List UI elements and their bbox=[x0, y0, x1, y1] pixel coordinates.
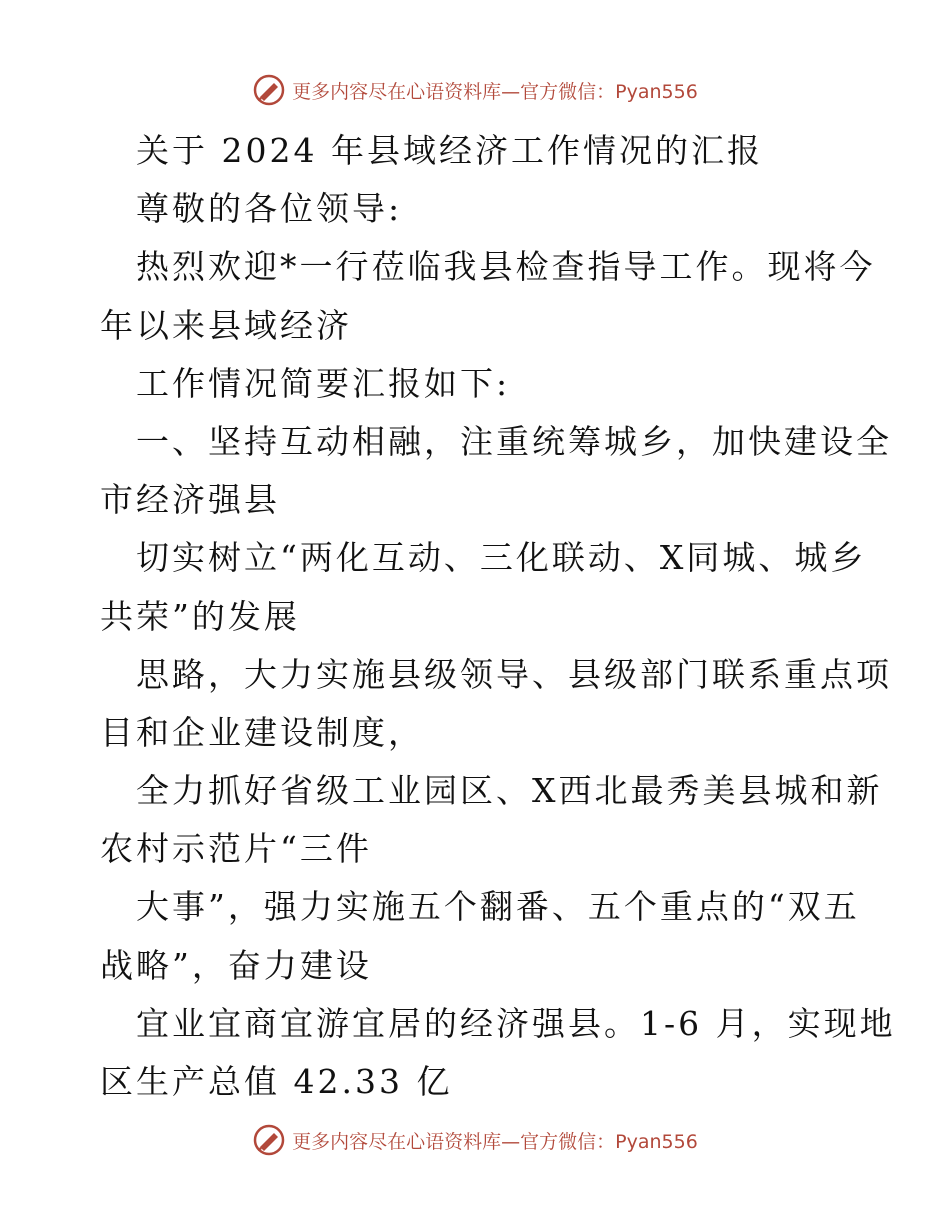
paragraph-line: 热烈欢迎*一行莅临我县检查指导工作。现将今 bbox=[136, 247, 876, 287]
paragraph-line: 大事”，强力实施五个翻番、五个重点的“双五 bbox=[136, 887, 860, 927]
salutation: 尊敬的各位领导: bbox=[136, 189, 403, 229]
paragraph-line: 工作情况简要汇报如下: bbox=[136, 363, 511, 403]
footer-watermark bbox=[0, 1120, 950, 1160]
paragraph-line: 宜业宜商宜游宜居的经济强县。1-6 月，实现地 bbox=[136, 1003, 896, 1043]
paragraph-line: 战略”，奋力建设 bbox=[100, 945, 372, 985]
pen-logo-icon bbox=[252, 73, 286, 107]
paragraph-line: 思路，大力实施县级领导、县级部门联系重点项 bbox=[136, 654, 892, 694]
paragraph-line: 年以来县域经济 bbox=[100, 305, 352, 345]
watermark-text: 更多内容尽在心语资料库—官方微信：Pyan556 bbox=[292, 80, 698, 103]
section-heading: 一、坚持互动相融，注重统筹城乡，加快建设全 bbox=[136, 421, 892, 461]
pen-logo-icon bbox=[252, 1123, 286, 1157]
section-heading-cont: 市经济强县 bbox=[100, 480, 280, 520]
paragraph-line: 区生产总值 42.33 亿 bbox=[100, 1062, 453, 1101]
paragraph-line: 切实树立“两化互动、三化联动、X同城、城乡 bbox=[136, 538, 867, 578]
watermark-text: 更多内容尽在心语资料库—官方微信：Pyan556 bbox=[292, 1130, 698, 1153]
paragraph-line: 共荣”的发展 bbox=[100, 596, 300, 636]
document-title: 关于 2024 年县域经济工作情况的汇报 bbox=[136, 131, 763, 170]
paragraph-line: 农村示范片“三件 bbox=[100, 829, 372, 869]
paragraph-line: 目和企业建设制度， bbox=[100, 712, 424, 752]
document-body bbox=[100, 122, 896, 1111]
header-watermark bbox=[0, 70, 950, 110]
paragraph-line: 全力抓好省级工业园区、X西北最秀美县城和新 bbox=[136, 771, 883, 811]
